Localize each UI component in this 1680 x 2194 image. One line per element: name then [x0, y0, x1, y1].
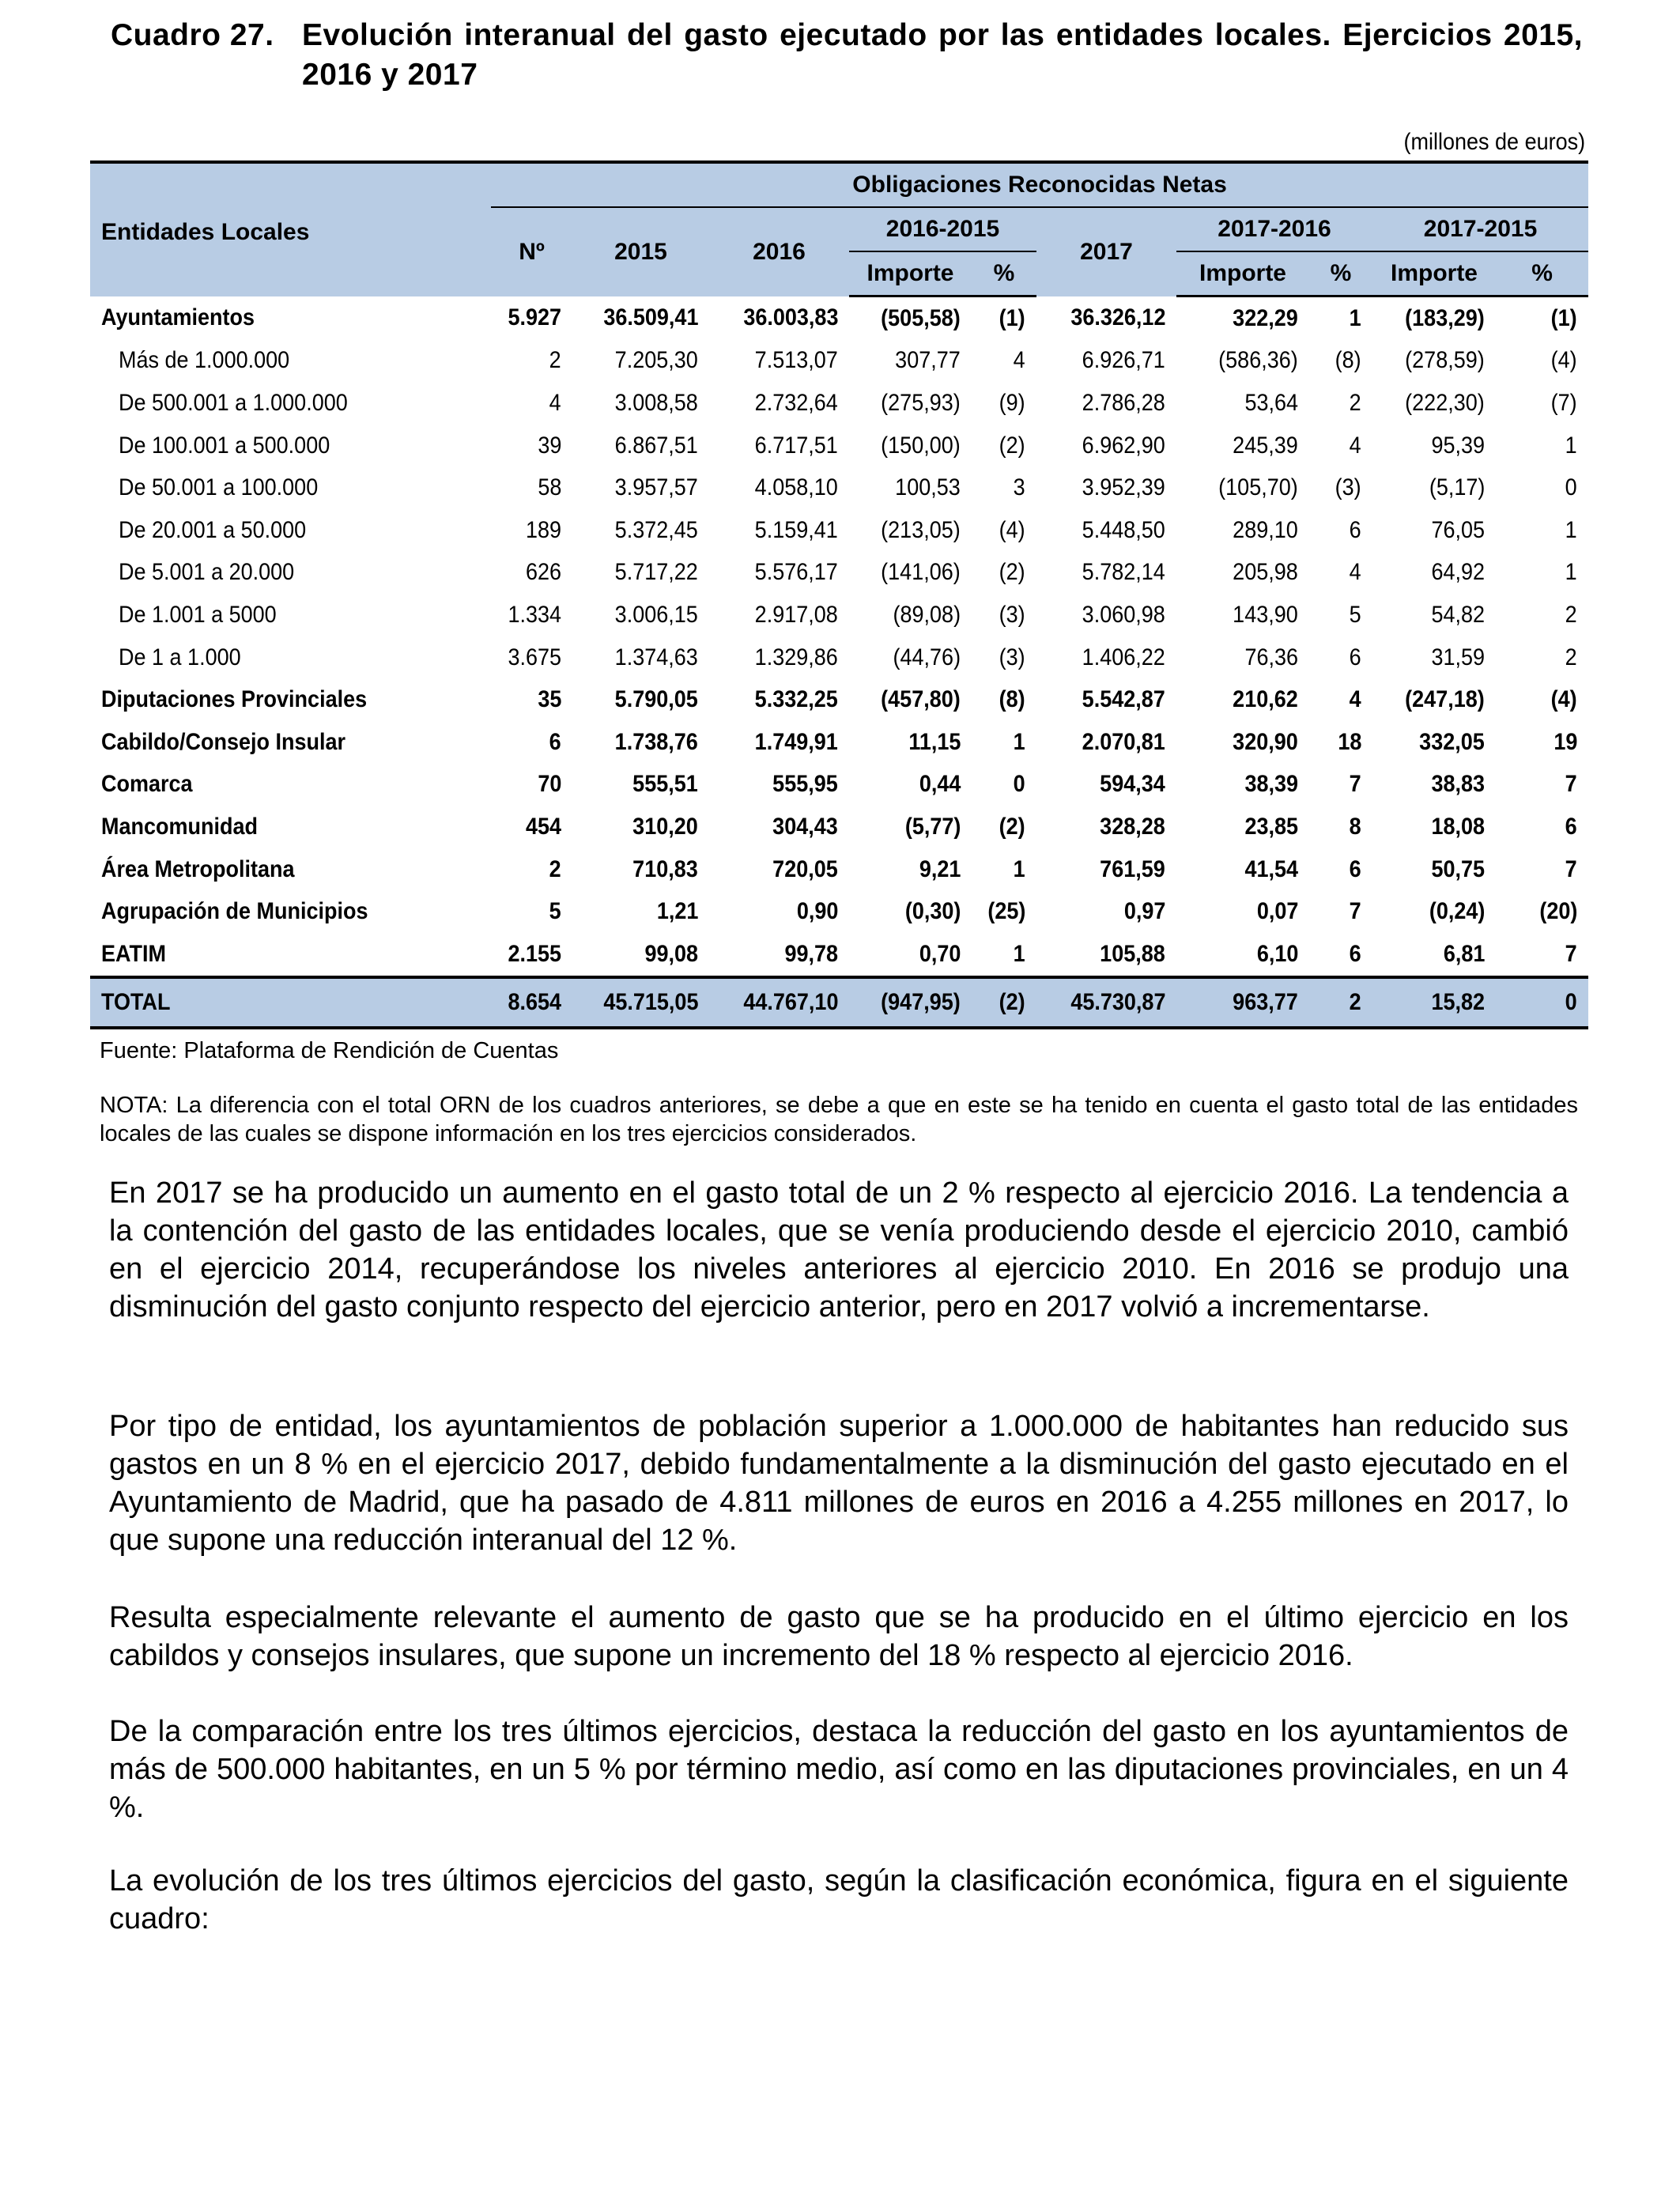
header-2016-2015: 2016-2015: [849, 207, 1036, 251]
cell-2016: 5.332,25: [754, 686, 838, 713]
table-row: [90, 552, 1588, 595]
cell-pct-16-15: (2): [972, 977, 1036, 1028]
cell-2017: 3.060,98: [1082, 601, 1165, 628]
cell-imp-17-16: 320,90: [1233, 728, 1298, 755]
header-2017-2015: 2017-2015: [1372, 207, 1588, 251]
cell-2016: 5.159,41: [754, 516, 838, 543]
cell-imp-16-15: 11,15: [908, 728, 961, 755]
cell-imp-16-15: (275,93): [881, 389, 961, 416]
row-label: Comarca: [101, 771, 193, 798]
cell-pct-16-15: 1: [1013, 940, 1025, 967]
cell-n: 626: [525, 559, 561, 586]
cell-pct-17-15: (1): [1551, 304, 1578, 331]
cell-2016: 7.513,07: [754, 347, 838, 374]
cell-pct-16-15: 1: [1013, 728, 1025, 755]
cell-n: 6: [549, 728, 561, 755]
cell-n: 70: [537, 771, 561, 798]
cell-n: 58: [537, 474, 561, 501]
cell-imp-16-15: 0,44: [919, 771, 961, 798]
cell-imp-17-15: 38,83: [1431, 771, 1485, 798]
row-label: De 5.001 a 20.000: [119, 559, 295, 586]
cell-2017: 761,59: [1100, 855, 1165, 882]
cell-imp-17-15: (247,18): [1405, 686, 1485, 713]
cell-imp-17-15: 18,08: [1431, 813, 1485, 840]
row-label: Mancomunidad: [101, 813, 259, 840]
cell-2016: 36.003,83: [742, 304, 838, 331]
cell-imp-17-16: 245,39: [1233, 432, 1298, 459]
cell-imp-17-16: 76,36: [1244, 644, 1298, 670]
cell-pct-17-16: 4: [1349, 686, 1361, 713]
header-2016: 2016: [709, 207, 849, 296]
cell-2017: 1.406,22: [1082, 644, 1165, 670]
cell-pct-17-15: 0: [1496, 977, 1588, 1028]
cell-2017: 2.070,81: [1082, 728, 1165, 755]
cell-imp-17-16: 41,54: [1244, 855, 1298, 882]
cell-imp-16-15: 0,70: [919, 940, 961, 967]
cell-imp-16-15: (44,76): [893, 644, 961, 670]
total-row: [90, 977, 1588, 1028]
cell-2015: 5.790,05: [614, 686, 698, 713]
cell-2015: 5.372,45: [614, 516, 698, 543]
table-row: [90, 340, 1588, 383]
cell-pct-17-15: 2: [1565, 601, 1578, 628]
footnote: NOTA: La diferencia con el total ORN de los cuadros anteriores, se debe a que en este se ha tenido en cuenta el gasto total de las entidades locales de las cuales se dispone información en los tres ejercicios considerados.: [100, 1093, 1578, 1146]
cell-2016: 555,95: [772, 771, 838, 798]
cell-n: 8.654: [491, 977, 572, 1028]
row-label: Ayuntamientos: [101, 304, 255, 331]
cell-2015: 36.509,41: [602, 304, 698, 331]
cell-pct-16-15: 3: [1013, 474, 1025, 501]
cell-n: 454: [525, 813, 561, 840]
paragraph: Resulta especialmente relevante el aumento de gasto que se ha producido en el último ejercicio en los cabildos y consejos insulares, que supone un incremento del 18 % respecto al ejercicio 2016.: [109, 1601, 1569, 1672]
table-row: [90, 509, 1588, 552]
cell-pct-17-15: (4): [1551, 686, 1578, 713]
paragraph: En 2017 se ha producido un aumento en el gasto total de un 2 % respecto al ejercicio 2016. La tendencia a la contención del gasto de las entidades locales, que se venía produciendo desde el ejercicio 2010, cambió en el ejercicio 2014, recuperándose los niveles anteriores al ejercicio 2010. En 2016 se produjo una disminución del gasto conjunto respecto del ejercicio anterior, pero en 2017 volvió a incrementarse.: [109, 1176, 1569, 1324]
cell-n: 2: [549, 347, 561, 374]
cell-2016: 720,05: [772, 855, 838, 882]
cell-pct-16-15: (2): [999, 432, 1025, 459]
cell-2016: 2.732,64: [754, 389, 838, 416]
table-row: [90, 594, 1588, 636]
cell-2016: 44.767,10: [709, 977, 849, 1028]
cell-pct-16-15: 4: [1013, 347, 1025, 374]
paragraph: Por tipo de entidad, los ayuntamientos de población superior a 1.000.000 de habitantes han reducido sus gastos en un 8 % en el ejercicio 2017, debido fundamentalmente a la disminución del gasto ejecutado en el Ayuntamiento de Madrid, que ha pasado de 4.811 millones de euros en 2016 a 4.255 millones en 2017, lo que supone una reducción interanual del 12 %.: [109, 1410, 1569, 1557]
cell-n: 5: [549, 898, 561, 925]
cell-n: 2.155: [508, 940, 562, 967]
cell-imp-17-16: 210,62: [1233, 686, 1298, 713]
cell-pct-16-15: 0: [1013, 771, 1025, 798]
cell-imp-16-15: (150,00): [881, 432, 961, 459]
cell-2015: 1,21: [656, 898, 698, 925]
cell-n: 189: [525, 516, 561, 543]
cell-imp-16-15: 307,77: [895, 347, 961, 374]
cell-imp-16-15: (89,08): [893, 601, 961, 628]
cell-imp-17-15: 54,82: [1431, 601, 1485, 628]
row-label: De 20.001 a 50.000: [119, 516, 307, 543]
cell-pct-17-15: 2: [1565, 644, 1578, 670]
cell-pct-16-15: (4): [999, 516, 1025, 543]
cell-2017: 6.962,90: [1082, 432, 1165, 459]
cell-2015: 7.205,30: [614, 347, 698, 374]
cell-imp-17-15: 15,82: [1372, 977, 1496, 1028]
header-2017-2016: 2017-2016: [1176, 207, 1372, 251]
cell-imp-17-15: (278,59): [1405, 347, 1485, 374]
cell-pct-17-16: 6: [1349, 855, 1361, 882]
header-n: Nº: [491, 207, 572, 296]
row-label: EATIM: [101, 940, 166, 967]
cell-2015: 6.867,51: [614, 432, 698, 459]
row-label: De 100.001 a 500.000: [119, 432, 330, 459]
cell-imp-17-15: (0,24): [1429, 898, 1485, 925]
cell-2016: 1.329,86: [754, 644, 838, 670]
cell-pct-17-15: 0: [1565, 474, 1578, 501]
cell-imp-17-16: 6,10: [1256, 940, 1298, 967]
cell-imp-17-15: 31,59: [1431, 644, 1485, 670]
cell-n: 35: [537, 686, 561, 713]
cell-imp-16-15: (141,06): [881, 559, 961, 586]
cell-pct-17-15: 1: [1565, 516, 1578, 543]
cell-pct-17-15: 7: [1565, 855, 1578, 882]
row-label: Área Metropolitana: [101, 855, 295, 882]
cell-imp-16-15: (457,80): [881, 686, 961, 713]
source-note: Fuente: Plataforma de Rendición de Cuentas: [100, 1038, 559, 1063]
row-label: Agrupación de Municipios: [101, 898, 368, 925]
cell-2015: 45.715,05: [572, 977, 709, 1028]
cell-2017: 328,28: [1100, 813, 1165, 840]
cell-imp-17-15: 76,05: [1431, 516, 1485, 543]
cell-pct-17-15: 6: [1565, 813, 1578, 840]
cell-pct-16-15: (1): [999, 304, 1025, 331]
cell-imp-17-16: 143,90: [1233, 601, 1298, 628]
cell-2017: 6.926,71: [1082, 347, 1165, 374]
cell-imp-17-16: 0,07: [1256, 898, 1298, 925]
table-row: [90, 848, 1588, 891]
cell-2017: 5.542,87: [1082, 686, 1165, 713]
cell-imp-17-15: 50,75: [1431, 855, 1485, 882]
cell-2017: 0,97: [1123, 898, 1165, 925]
cell-imp-16-15: (0,30): [904, 898, 961, 925]
caption-text: Evolución interanual del gasto ejecutado por las entidades locales. Ejercicios 2015, 2016 y 2017: [302, 18, 1583, 92]
cell-2015: 1.374,63: [614, 644, 698, 670]
cell-imp-17-15: (5,17): [1429, 474, 1485, 501]
header-group: Obligaciones Reconocidas Netas: [491, 162, 1588, 207]
cell-pct-17-15: 19: [1554, 728, 1578, 755]
table-body: [90, 296, 1588, 977]
cell-pct-17-15: 7: [1565, 940, 1578, 967]
cell-n: 1.334: [508, 601, 562, 628]
header-importe: Importe: [1176, 251, 1309, 296]
cell-pct-16-15: 1: [1013, 855, 1025, 882]
cell-imp-17-15: (183,29): [1405, 304, 1485, 331]
cell-2015: 3.957,57: [614, 474, 698, 501]
cell-pct-17-15: 1: [1565, 559, 1578, 586]
cell-2017: 105,88: [1100, 940, 1165, 967]
row-label: De 500.001 a 1.000.000: [119, 389, 348, 416]
header-importe: Importe: [1372, 251, 1496, 296]
cell-pct-17-15: 7: [1565, 771, 1578, 798]
table-row: [90, 890, 1588, 933]
cell-pct-17-16: 5: [1349, 601, 1361, 628]
caption-number: Cuadro 27.: [111, 18, 274, 52]
table-row: [90, 678, 1588, 721]
cell-2015: 3.006,15: [614, 601, 698, 628]
cell-imp-17-16: 23,85: [1244, 813, 1298, 840]
row-label: De 1.001 a 5000: [119, 601, 277, 628]
table-row: [90, 721, 1588, 764]
cell-pct-16-15: (25): [987, 898, 1025, 925]
cell-2016: 6.717,51: [754, 432, 838, 459]
cell-imp-16-15: 9,21: [919, 855, 961, 882]
cell-2015: 555,51: [632, 771, 698, 798]
paragraph: De la comparación entre los tres últimos ejercicios, destaca la reducción del gasto en los ayuntamientos de más de 500.000 habitantes, en un 5 % por término medio, así como en las diputaciones provinciales, en un 4 %.: [109, 1715, 1569, 1824]
cell-n: 2: [549, 855, 561, 882]
cell-2015: 3.008,58: [614, 389, 698, 416]
header-entities: Entidades Locales: [90, 162, 491, 296]
row-label: De 1 a 1.000: [119, 644, 241, 670]
header-importe: Importe: [849, 251, 972, 296]
cell-imp-17-15: 95,39: [1431, 432, 1485, 459]
header-2015: 2015: [572, 207, 709, 296]
cell-pct-17-16: 4: [1349, 432, 1361, 459]
cell-2016: 0,90: [796, 898, 838, 925]
cell-2016: 1.749,91: [754, 728, 838, 755]
cell-imp-16-15: 100,53: [895, 474, 961, 501]
cell-pct-17-16: 1: [1349, 304, 1361, 331]
cell-pct-16-15: (3): [999, 644, 1025, 670]
table-row: [90, 466, 1588, 509]
row-label: De 50.001 a 100.000: [119, 474, 319, 501]
cell-pct-16-15: (8): [999, 686, 1025, 713]
cell-pct-17-16: (3): [1335, 474, 1361, 501]
cell-imp-17-16: 322,29: [1233, 304, 1298, 331]
cell-n: 4: [549, 389, 561, 416]
cell-2017: 5.448,50: [1082, 516, 1165, 543]
cell-2016: 304,43: [772, 813, 838, 840]
paragraph: La evolución de los tres últimos ejercicios del gasto, según la clasificación económica, figura en el siguiente cuadro:: [109, 1864, 1569, 1935]
cell-2015: 310,20: [632, 813, 698, 840]
header-pct: %: [972, 251, 1036, 296]
cell-pct-17-16: 2: [1349, 389, 1361, 416]
cell-2015: 710,83: [632, 855, 698, 882]
cell-imp-17-16: 38,39: [1244, 771, 1298, 798]
cell-pct-17-16: 8: [1349, 813, 1361, 840]
cell-2016: 5.576,17: [754, 559, 838, 586]
expenditure-table: [90, 160, 1588, 1029]
cell-imp-17-15: (222,30): [1405, 389, 1485, 416]
table-row: [90, 636, 1588, 679]
cell-pct-17-16: 18: [1337, 728, 1361, 755]
cell-imp-17-15: 332,05: [1419, 728, 1485, 755]
cell-pct-17-16: (8): [1335, 347, 1361, 374]
cell-2017: 45.730,87: [1036, 977, 1176, 1028]
cell-pct-17-15: (20): [1539, 898, 1578, 925]
cell-2015: 5.717,22: [614, 559, 698, 586]
cell-pct-17-15: (4): [1551, 347, 1578, 374]
cell-pct-17-16: 6: [1349, 516, 1361, 543]
cell-pct-16-15: (2): [999, 813, 1025, 840]
header-pct: %: [1309, 251, 1372, 296]
cell-imp-16-15: (505,58): [881, 304, 961, 331]
cell-pct-17-16: 2: [1309, 977, 1372, 1028]
cell-imp-16-15: (213,05): [881, 516, 961, 543]
cell-pct-17-16: 7: [1349, 898, 1361, 925]
cell-imp-16-15: (947,95): [849, 977, 972, 1028]
cell-pct-17-15: (7): [1551, 389, 1578, 416]
header-2017: 2017: [1036, 207, 1176, 296]
table-row: [90, 764, 1588, 806]
cell-pct-16-15: (2): [999, 559, 1025, 586]
cell-imp-17-16: 53,64: [1244, 389, 1298, 416]
cell-n: 5.927: [508, 304, 562, 331]
cell-2016: 99,78: [784, 940, 838, 967]
cell-imp-17-16: (105,70): [1218, 474, 1298, 501]
cell-n: 3.675: [508, 644, 562, 670]
table-row: [90, 382, 1588, 425]
cell-2015: 1.738,76: [614, 728, 698, 755]
cell-2017: 36.326,12: [1070, 304, 1165, 331]
table-row: [90, 806, 1588, 848]
cell-2016: 2.917,08: [754, 601, 838, 628]
cell-2017: 5.782,14: [1082, 559, 1165, 586]
cell-imp-17-15: 6,81: [1443, 940, 1485, 967]
cell-imp-17-15: 64,92: [1431, 559, 1485, 586]
table-row: [90, 933, 1588, 977]
units-label: (millones de euros): [1403, 129, 1585, 155]
cell-imp-17-16: 205,98: [1233, 559, 1298, 586]
cell-2015: 99,08: [644, 940, 698, 967]
cell-pct-17-16: 7: [1349, 771, 1361, 798]
cell-imp-16-15: (5,77): [904, 813, 961, 840]
row-label: Más de 1.000.000: [119, 347, 290, 374]
row-label: TOTAL: [90, 977, 491, 1028]
cell-imp-17-16: (586,36): [1218, 347, 1298, 374]
cell-pct-17-16: 6: [1349, 644, 1361, 670]
header-pct: %: [1496, 251, 1588, 296]
cell-pct-16-15: (9): [999, 389, 1025, 416]
table-row: [90, 296, 1588, 340]
cell-n: 39: [537, 432, 561, 459]
cell-imp-17-16: 963,77: [1176, 977, 1309, 1028]
cell-pct-17-16: 4: [1349, 559, 1361, 586]
cell-pct-16-15: (3): [999, 601, 1025, 628]
cell-2016: 4.058,10: [754, 474, 838, 501]
table-row: [90, 425, 1588, 467]
cell-imp-17-16: 289,10: [1233, 516, 1298, 543]
cell-pct-17-16: 6: [1349, 940, 1361, 967]
row-label: Cabildo/Consejo Insular: [101, 728, 346, 755]
cell-2017: 3.952,39: [1082, 474, 1165, 501]
cell-2017: 2.786,28: [1082, 389, 1165, 416]
cell-2017: 594,34: [1100, 771, 1165, 798]
cell-pct-17-15: 1: [1565, 432, 1578, 459]
row-label: Diputaciones Provinciales: [101, 686, 368, 713]
